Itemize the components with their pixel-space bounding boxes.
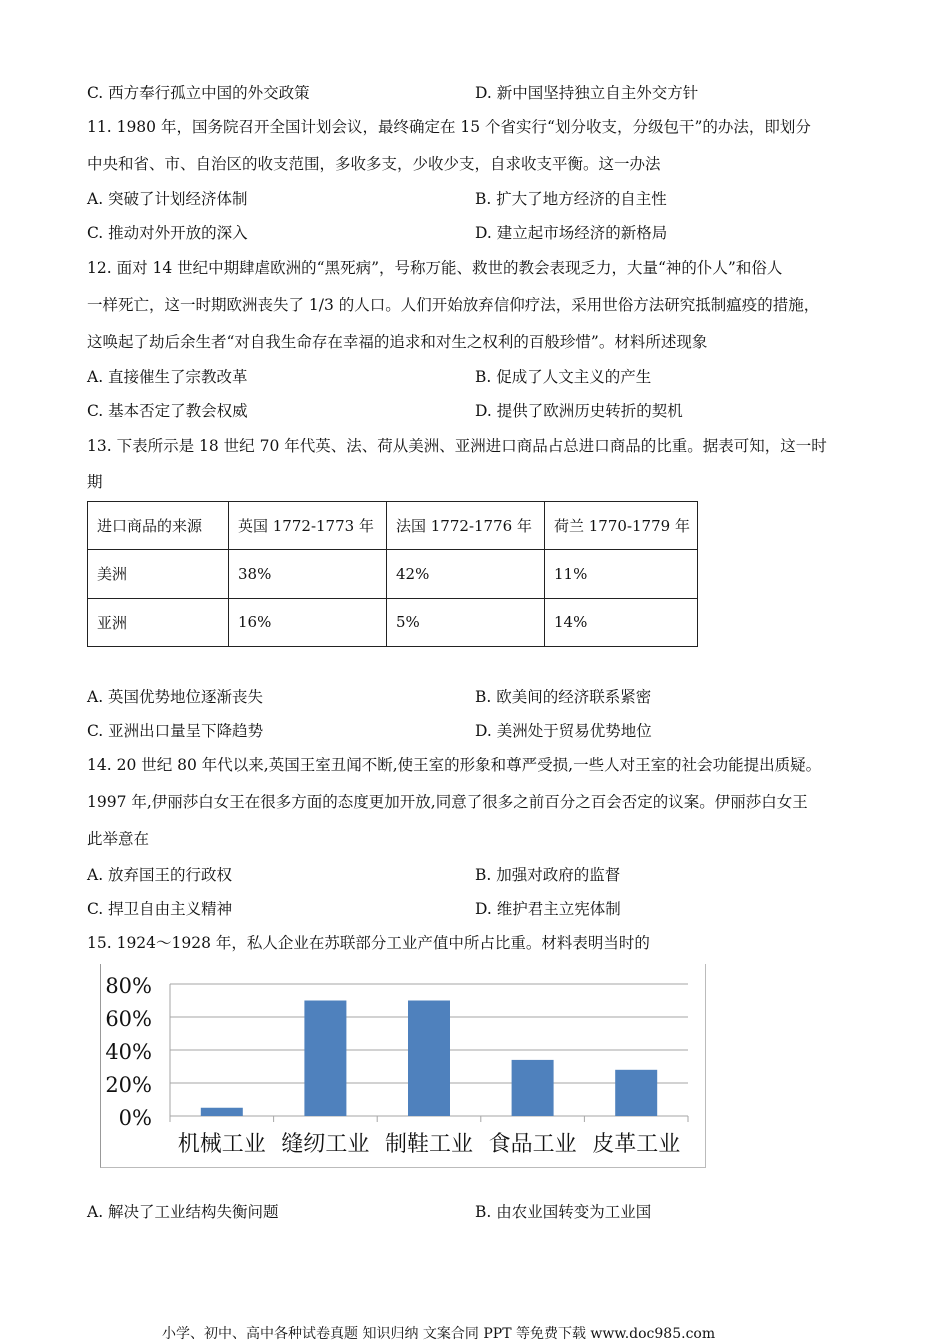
y-tick-label: 80%	[105, 974, 152, 998]
q13-option-d: D. 美洲处于贸易优势地位	[475, 722, 652, 740]
q14-stem-line3: 此举意在	[87, 830, 150, 848]
bar	[408, 1001, 450, 1117]
private-industry-share-chart	[100, 964, 706, 1168]
y-tick-label: 40%	[105, 1040, 152, 1064]
table-row	[88, 550, 698, 598]
table-cell: 42%	[387, 550, 545, 598]
q14-option-a: A. 放弃国王的行政权	[87, 866, 233, 884]
q10-option-d: D. 新中国坚持独立自主外交方针	[475, 84, 699, 102]
x-tick-label: 制鞋工业	[384, 1132, 474, 1157]
q15-option-b: B. 由农业国转变为工业国	[475, 1203, 652, 1221]
q13-stem-line2: 期	[87, 473, 103, 491]
q12-stem-line1: 12. 面对 14 世纪中期肆虐欧洲的“黑死病”，号称万能、救世的教会表现乏力，大量“神的仆人”和俗人	[87, 259, 783, 277]
q12-option-c: C. 基本否定了教会权威	[87, 402, 248, 420]
table-cell: 11%	[545, 550, 698, 598]
table-cell: 美洲	[88, 550, 229, 598]
table-row	[88, 598, 698, 646]
table-cell: 16%	[229, 598, 387, 646]
y-tick-label: 0%	[118, 1106, 152, 1130]
y-tick-label: 60%	[105, 1007, 152, 1031]
q14-stem-line2: 1997 年,伊丽莎白女王在很多方面的态度更加开放,同意了很多之前百分之百会否定的议案。伊丽莎白女王	[87, 793, 808, 811]
q12-option-b: B. 促成了人文主义的产生	[475, 368, 652, 386]
q15-option-a: A. 解决了工业结构失衡问题	[87, 1203, 279, 1221]
table-cell: 亚洲	[88, 598, 229, 646]
table-cell: 5%	[387, 598, 545, 646]
q11-option-c: C. 推动对外开放的深入	[87, 224, 248, 242]
table-header-cell: 荷兰 1770-1779 年	[545, 502, 698, 550]
table-header-cell: 进口商品的来源	[88, 502, 229, 550]
q11-stem-line2: 中央和省、市、自治区的收支范围，多收多支，少收少支，自求收支平衡。这一办法	[87, 155, 661, 173]
table-header-cell: 法国 1772-1776 年	[387, 502, 545, 550]
table-header-row	[88, 502, 698, 550]
q14-option-b: B. 加强对政府的监督	[475, 866, 621, 884]
bar	[304, 1001, 346, 1117]
x-tick-label: 机械工业	[177, 1132, 266, 1157]
x-tick-label: 食品工业	[488, 1132, 577, 1157]
bar	[512, 1060, 554, 1116]
q13-option-c: C. 亚洲出口量呈下降趋势	[87, 722, 264, 740]
q13-option-b: B. 欧美间的经济联系紧密	[475, 688, 652, 706]
q14-stem-line1: 14. 20 世纪 80 年代以来,英国王室丑闻不断,使王室的形象和尊严受损,一些人对王室的社会功能提出质疑。	[87, 756, 822, 774]
q14-option-d: D. 维护君主立宪体制	[475, 900, 621, 918]
page-footer: 小学、初中、高中各种试卷真题 知识归纳 文案合同 PPT 等免费下载 www.doc985.com	[162, 1326, 716, 1342]
q10-option-c: C. 西方奉行孤立中国的外交政策	[87, 84, 310, 102]
x-tick-label: 皮革工业	[592, 1132, 681, 1157]
q13-stem-line1: 13. 下表所示是 18 世纪 70 年代英、法、荷从美洲、亚洲进口商品占总进口商品的比重。据表可知，这一时	[87, 437, 827, 455]
q14-option-c: C. 捍卫自由主义精神	[87, 900, 233, 918]
q11-option-d: D. 建立起市场经济的新格局	[475, 224, 668, 242]
import-share-table	[87, 501, 698, 647]
q15-stem-line1: 15. 1924～1928 年，私人企业在苏联部分工业产值中所占比重。材料表明当时的	[87, 934, 650, 952]
q12-stem-line3: 这唤起了劫后余生者“对自我生命存在幸福的追求和对生之权利的百般珍惜”。材料所述现象	[87, 333, 708, 351]
y-tick-label: 20%	[105, 1073, 152, 1097]
q12-option-a: A. 直接催生了宗教改革	[87, 368, 248, 386]
bar	[615, 1070, 657, 1116]
q11-stem-line1: 11. 1980 年，国务院召开全国计划会议，最终确定在 15 个省实行“划分收支，分级包干”的办法，即划分	[87, 118, 811, 136]
x-tick-label: 缝纫工业	[281, 1132, 370, 1157]
q11-option-b: B. 扩大了地方经济的自主性	[475, 190, 667, 208]
table-cell: 38%	[229, 550, 387, 598]
bar	[201, 1108, 243, 1116]
q12-option-d: D. 提供了欧洲历史转折的契机	[475, 402, 683, 420]
q13-option-a: A. 英国优势地位逐渐丧失	[87, 688, 264, 706]
q11-option-a: A. 突破了计划经济体制	[87, 190, 248, 208]
table-cell: 14%	[545, 598, 698, 646]
q12-stem-line2: 一样死亡，这一时期欧洲丧失了 1/3 的人口。人们开始放弃信仰疗法，采用世俗方法研究抵制瘟疫的措施，	[87, 296, 820, 314]
table-header-cell: 英国 1772-1773 年	[229, 502, 387, 550]
